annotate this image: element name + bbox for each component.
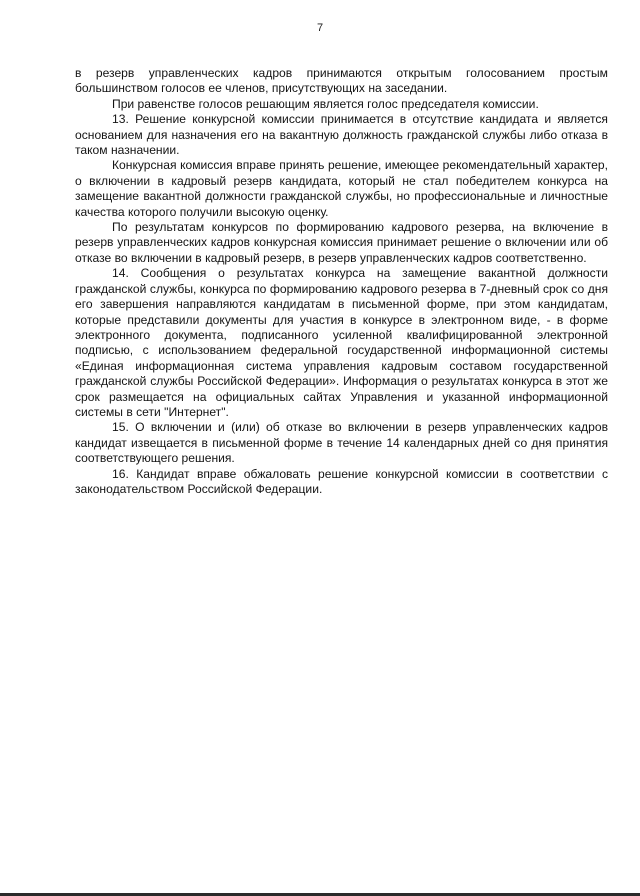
paragraph-item-16: 16. Кандидат вправе обжаловать решение конкурсной комиссии в соответствии с законодательством Российской Федерации. <box>75 466 608 496</box>
page-number: 7 <box>316 22 324 34</box>
paragraph-tie-vote: При равенстве голосов решающим является голос председателя комиссии. <box>112 96 539 111</box>
paragraph-item-13: 13. Решение конкурсной комиссии принимается в отсутствие кандидата и является основанием для назначения его на вакантную должность гражданской службы либо отказа в таком назначении. <box>75 112 608 158</box>
paragraph-recommendation: Конкурсная комиссия вправе принять решение, имеющее рекомендательный характер, о включении в кадровый резерв кандидата, который не стал победителем конкурса на замещение вакантной должности гражданской службы, но профессиональные и личностные качества которого получили высокую оценку. <box>75 158 608 219</box>
document-body <box>75 66 608 497</box>
paragraph-item-14: 14. Сообщения о результатах конкурса на замещение вакантной должности гражданской службы, конкурса по формированию кадрового резерва в 7-дневный срок со дня его завершения направляются кандидатам в письменной форме, при этом кандидатам, которые представили документы для участия в конкурсе в электронном виде, - в форме электронного документа, подписанного усиленной квалифицированной электронной подписью, с использованием федеральной государственной информационной системы «Единая информационная система управления кадровым составом государственной гражданской службы Российской Федерации». Информация о результатах конкурса в этот же срок размещается на официальных сайтах Управления и указанной информационной системы в сети "Интернет". <box>75 266 608 419</box>
paragraph-item-15: 15. О включении и (или) об отказе во включении в резерв управленческих кадров кандидат извещается в письменной форме в течение 14 календарных дней со дня принятия соответствующего решения. <box>75 420 608 466</box>
paragraph-continuation: в резерв управленческих кадров принимаются открытым голосованием простым большинством голосов ее членов, присутствующих на заседании. <box>75 66 608 96</box>
paragraph-reserve-results: По результатам конкурсов по формированию кадрового резерва, на включение в резерв управленческих кадров конкурсная комиссия принимает решение о включении или об отказе во включении в кадровый резерв, в резерв управленческих кадров соответственно. <box>75 220 608 265</box>
